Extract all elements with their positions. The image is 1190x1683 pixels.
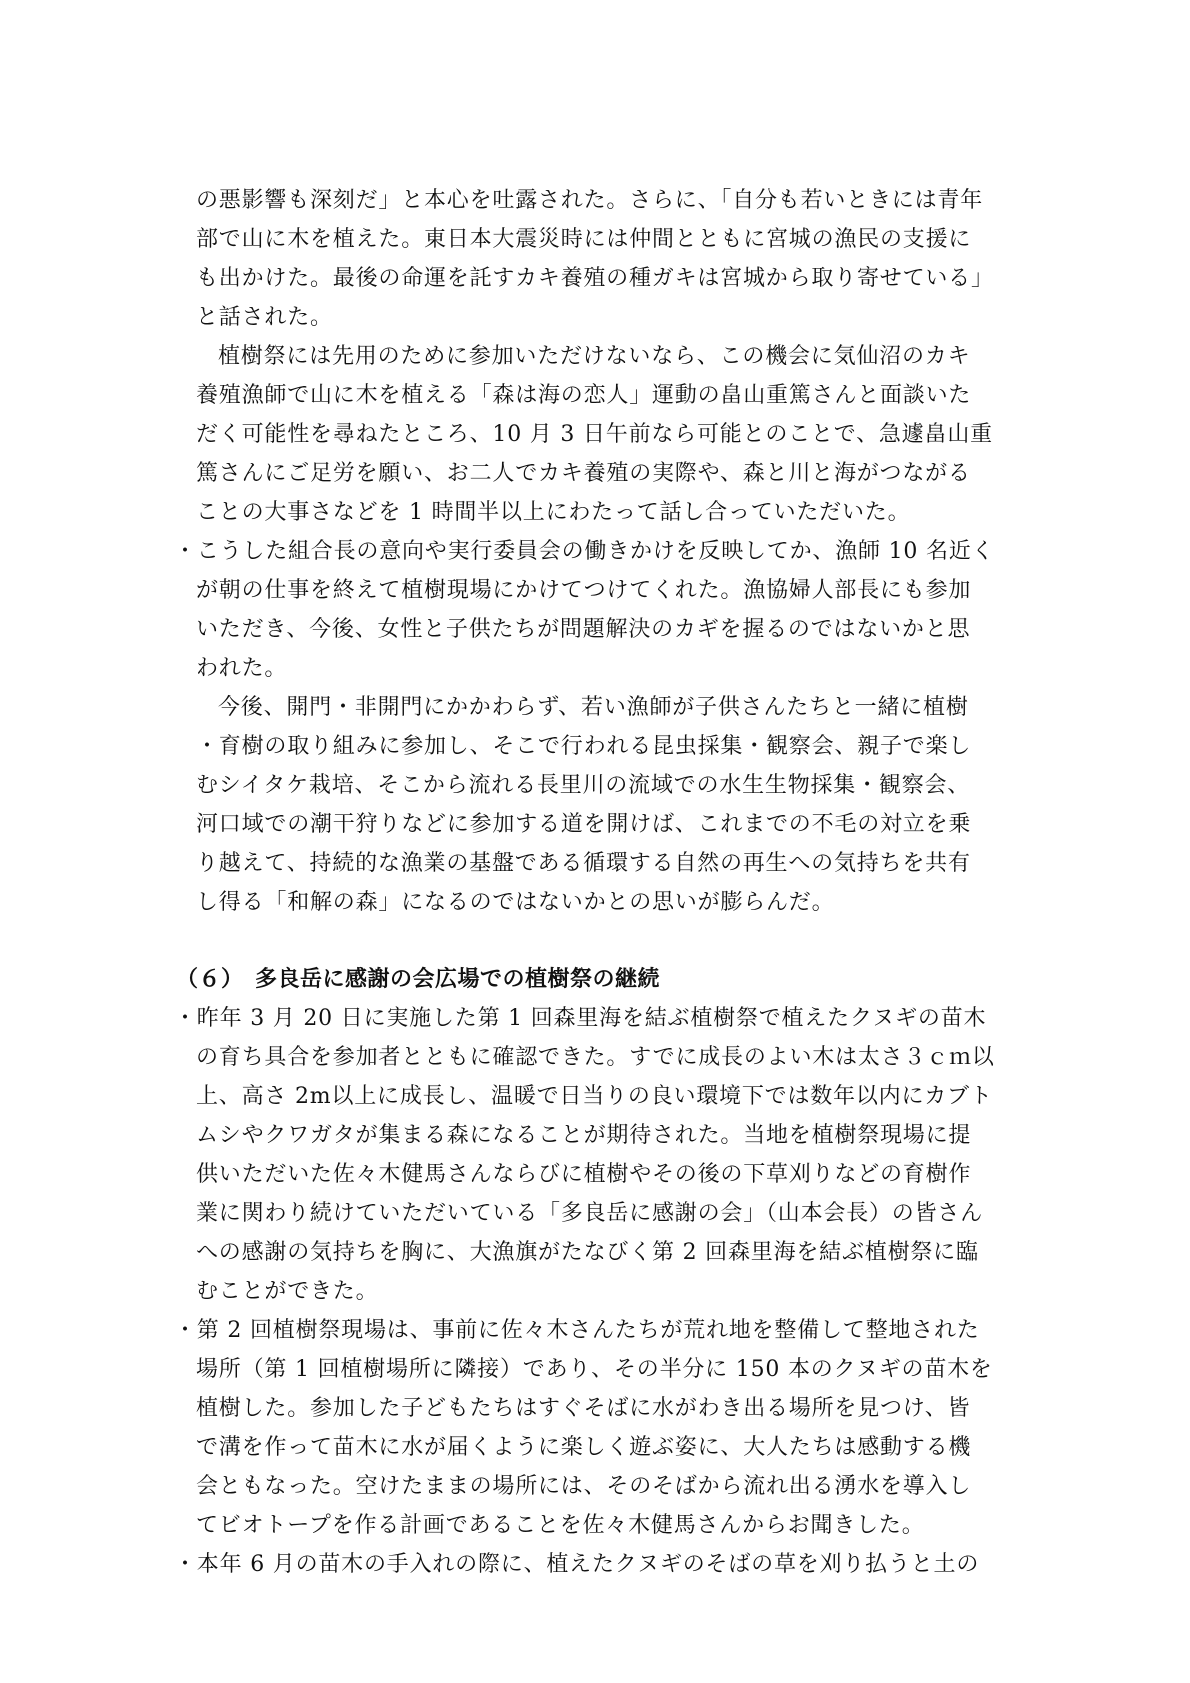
paragraph-line: 植樹祭には先用のために参加いただけないなら、この機会に気仙沼のカキ — [218, 344, 971, 369]
paragraph-line: 上、高さ 2m以上に成長し、温暖で日当りの良い環境下では数年以内にカブト — [196, 1084, 993, 1109]
paragraph-line: し得る「和解の森」になるのではないかとの思いが膨らんだ。 — [196, 890, 835, 915]
paragraph-line: いただき、今後、女性と子供たちが問題解決のカギを握るのではないかと思 — [196, 617, 971, 642]
paragraph-line: で溝を作って苗木に水が届くように楽しく遊ぶ姿に、大人たちは感動する機 — [196, 1435, 972, 1460]
bullet-line: ・昨年 3 月 20 日に実施した第 1 回森里海を結ぶ植樹祭で植えたクヌギの苗木 — [174, 1006, 987, 1031]
paragraph-line: ことの大事さなどを 1 時間半以上にわたって話し合っていただいた。 — [196, 500, 911, 525]
section-heading: （６） 多良岳に感謝の会広場での植樹祭の継続 — [176, 967, 661, 992]
paragraph-line: り越えて、持続的な漁業の基盤である循環する自然の再生への気持ちを共有 — [196, 851, 971, 876]
paragraph-line: むことができた。 — [196, 1279, 379, 1304]
paragraph-line: 植樹した。参加した子どもたちはすぐそばに水がわき出る場所を見つけ、皆 — [196, 1396, 971, 1421]
paragraph-line: てビオトープを作る計画であることを佐々木健馬さんからお聞きした。 — [196, 1513, 925, 1538]
paragraph-line: が朝の仕事を終えて植樹現場にかけてつけてくれた。漁協婦人部長にも参加 — [196, 578, 972, 603]
bullet-line: ・こうした組合長の意向や実行委員会の働きかけを反映してか、漁師 10 名近く — [174, 539, 995, 564]
paragraph-line: 今後、開門・非開門にかかわらず、若い漁師が子供さんたちと一緒に植樹 — [218, 695, 969, 720]
paragraph-line: むシイタケ栽培、そこから流れる長里川の流域での水生生物採集・観察会、 — [196, 773, 971, 798]
paragraph-line: 部で山に木を植えた。東日本大震災時には仲間とともに宮城の漁民の支援に — [196, 227, 972, 252]
paragraph-line: だく可能性を尋ねたところ、10 月 3 日午前なら可能とのことで、急遽畠山重 — [196, 422, 993, 447]
paragraph-line: 供いただいた佐々木健馬さんならびに植樹やその後の下草刈りなどの育樹作 — [196, 1162, 972, 1187]
paragraph-line: も出かけた。最後の命運を託すカキ養殖の種ガキは宮城から取り寄せている」 — [196, 266, 994, 291]
paragraph-line: 養殖漁師で山に木を植える「森は海の恋人」運動の畠山重篤さんと面談いた — [196, 383, 972, 408]
bullet-line: ・第 2 回植樹祭現場は、事前に佐々木さんたちが荒れ地を整備して整地された — [174, 1318, 980, 1343]
paragraph-line: 篤さんにご足労を願い、お二人でカキ養殖の実際や、森と川と海がつながる — [196, 461, 971, 486]
paragraph-line: 場所（第 1 回植樹場所に隣接）であり、その半分に 150 本のクヌギの苗木を — [196, 1357, 993, 1382]
paragraph-line: ・育樹の取り組みに参加し、そこで行われる昆虫採集・観察会、親子で楽し — [196, 734, 972, 759]
paragraph-line: われた。 — [196, 656, 288, 681]
paragraph-line: の育ち具合を参加者とともに確認できた。すでに成長のよい木は太さ３ｃｍ以 — [196, 1045, 995, 1070]
paragraph-line: の悪影響も深刻だ」と本心を吐露された。さらに、「自分も若いときには青年 — [196, 188, 984, 213]
paragraph-line: と話された。 — [196, 305, 333, 330]
paragraph-line: 会ともなった。空けたままの場所には、そのそばから流れ出る湧水を導入し — [196, 1474, 972, 1499]
bullet-line: ・本年 6 月の苗木の手入れの際に、植えたクヌギのそばの草を刈り払うと土の — [174, 1552, 980, 1577]
paragraph-line: 業に関わり続けていただいている「多良岳に感謝の会」（山本会長）の皆さん — [196, 1201, 984, 1226]
paragraph-line: 河口域での潮干狩りなどに参加する道を開けば、これまでの不毛の対立を乗 — [196, 812, 972, 837]
paragraph-line: への感謝の気持ちを胸に、大漁旗がたなびく第 2 回森里海を結ぶ植樹祭に臨 — [196, 1240, 979, 1265]
paragraph-line: ムシやクワガタが集まる森になることが期待された。当地を植樹祭現場に提 — [196, 1123, 972, 1148]
